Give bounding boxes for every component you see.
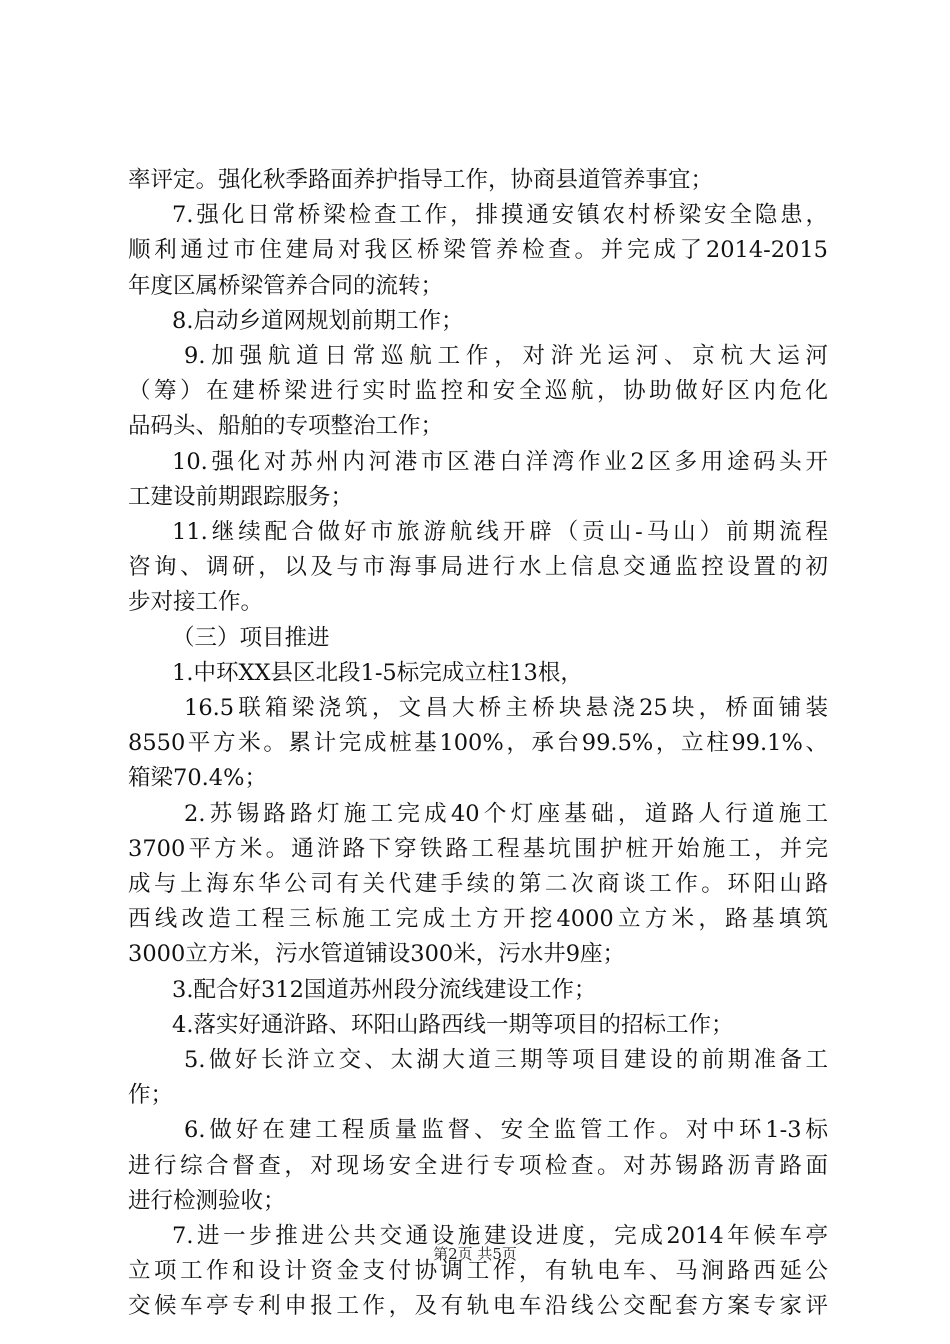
text-line: 3000立方米，污水管道铺设300米，污水井9座；	[128, 941, 626, 968]
text-line: 率评定。强化秋季路面养护指导工作，协商县道管养事宜；	[128, 167, 714, 193]
text-line: 交候车亭专利申报工作，及有轨电车沿线公交配套方案专家评	[128, 1293, 828, 1320]
text-line: （筹）在建桥梁进行实时监控和安全巡航，协助做好区内危化	[128, 378, 828, 405]
text-line: 步对接工作。	[128, 589, 264, 616]
text-line: 5.做好长浒立交、太湖大道三期等项目建设的前期准备工	[184, 1047, 828, 1073]
text-line: 作；	[128, 1082, 174, 1109]
text-line: 3.配合好312国道苏州段分流线建设工作；	[172, 976, 597, 1003]
text-line: 7.进一步推进公共交通设施建设进度，完成2014年候车亭	[172, 1223, 828, 1249]
text-line: 年度区属桥梁管养合同的流转；	[128, 272, 444, 299]
text-line: 顺利通过市住建局对我区桥梁管养检查。并完成了2014-2015	[128, 237, 828, 264]
text-line: 7.强化日常桥梁检查工作，排摸通安镇农村桥梁安全隐患，	[172, 202, 828, 229]
text-line: 进行综合督查，对现场安全进行专项检查。对苏锡路沥青路面	[128, 1152, 828, 1179]
text-line: 咨询、调研，以及与市海事局进行水上信息交通监控设置的初	[128, 554, 828, 581]
text-line: 8550平方米。累计完成桩基100%，承台99.5%，立柱99.1%、	[128, 730, 828, 757]
text-line: 进行检测验收；	[128, 1187, 286, 1214]
text-line: 4.落实好通浒路、环阳山路西线一期等项目的招标工作；	[172, 1011, 734, 1038]
text-line: （三）项目推进	[172, 624, 330, 651]
text-line: 10.强化对苏州内河港市区港白洋湾作业2区多用途码头开	[172, 448, 828, 475]
text-line: 9.加强航道日常巡航工作，对浒光运河、京杭大运河	[184, 343, 828, 369]
text-line: 11.继续配合做好市旅游航线开辟（贡山-马山）前期流程	[172, 519, 828, 545]
text-line: 6.做好在建工程质量监督、安全监管工作。对中环1-3标	[184, 1117, 828, 1144]
text-line: 箱梁70.4%；	[128, 765, 267, 792]
text-line: 工建设前期跟踪服务；	[128, 483, 354, 510]
text-line: 立项工作和设计资金支付协调工作，有轨电车、马涧路西延公	[128, 1258, 828, 1285]
text-line: 1.中环XX县区北段1-5标完成立柱13根，	[172, 659, 583, 686]
text-line: 品码头、船舶的专项整治工作；	[128, 413, 444, 440]
text-line: 16.5联箱梁浇筑，文昌大桥主桥块悬浇25块，桥面铺装	[184, 695, 828, 721]
text-line: 8.启动乡道网规划前期工作；	[172, 307, 464, 334]
text-line: 2.苏锡路路灯施工完成40个灯座基础，道路人行道施工	[184, 800, 828, 827]
page-footer: 第2页 共5页	[433, 1245, 517, 1263]
text-line: 西线改造工程三标施工完成土方开挖4000立方米，路基填筑	[128, 906, 828, 933]
text-line: 3700平方米。通浒路下穿铁路工程基坑围护桩开始施工，并完	[128, 835, 828, 862]
text-line: 成与上海东华公司有关代建手续的第二次商谈工作。环阳山路	[128, 871, 828, 897]
